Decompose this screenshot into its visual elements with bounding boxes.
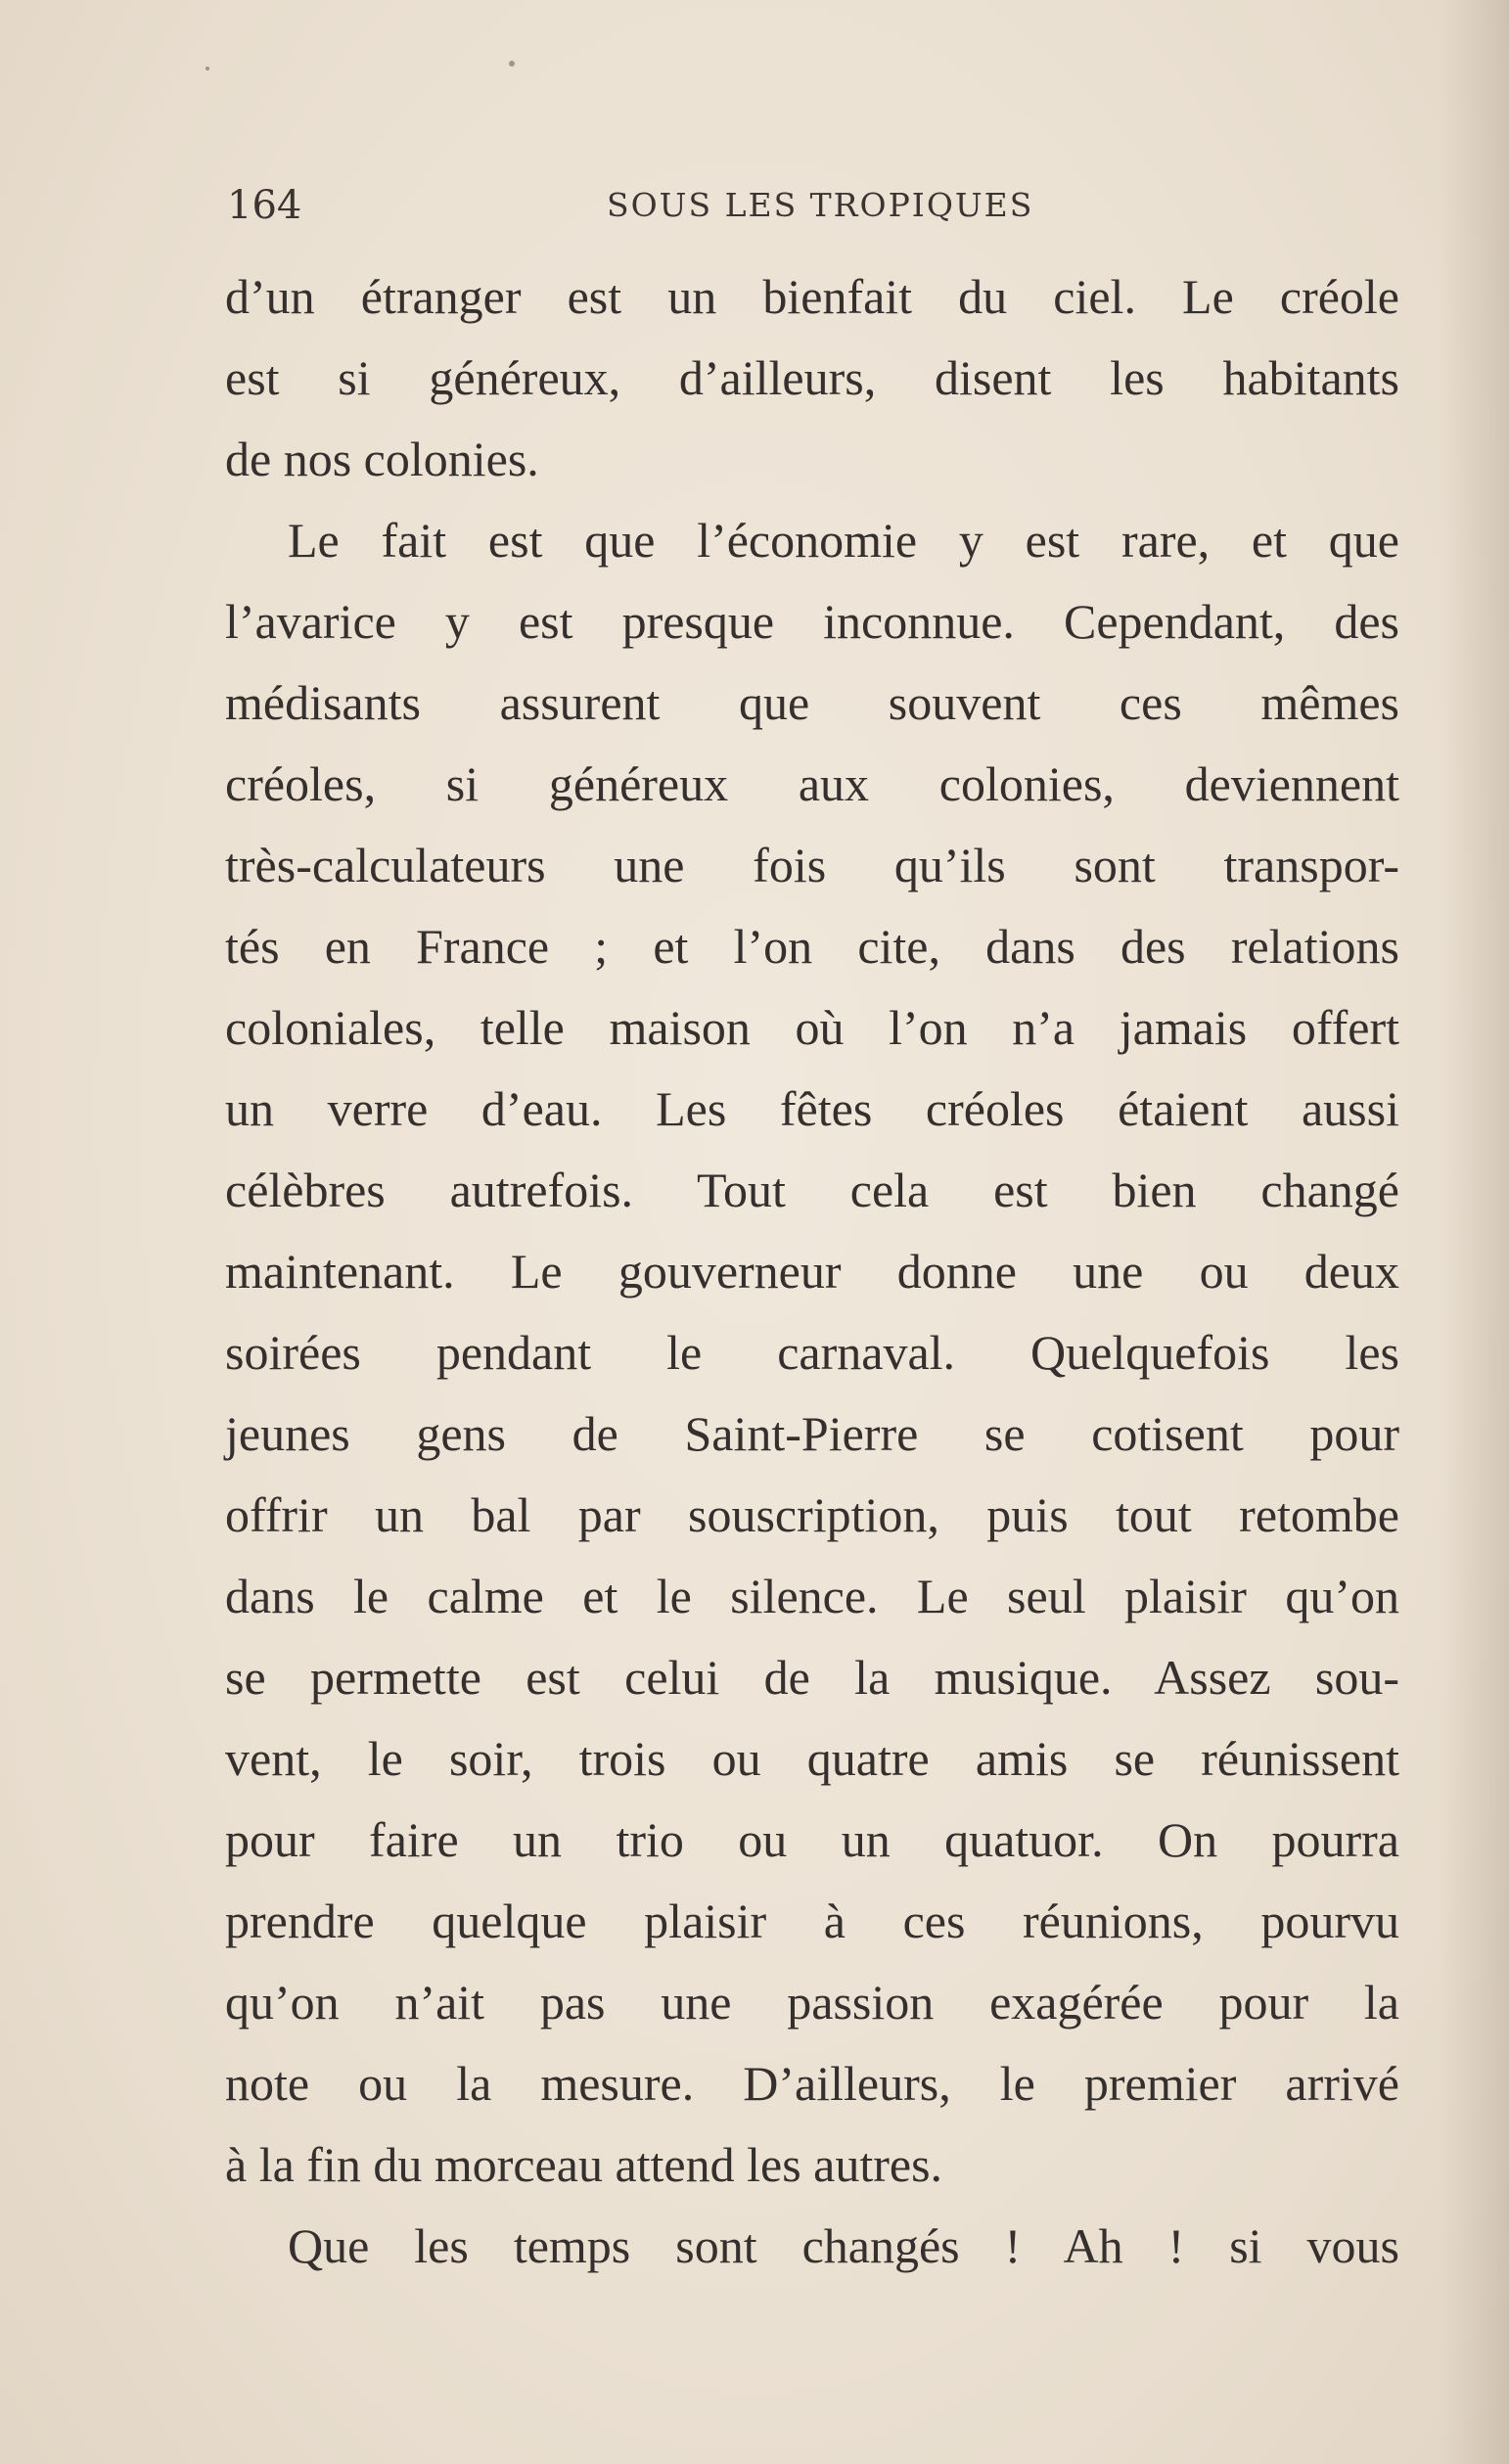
- running-header: [227, 176, 1401, 235]
- text-line: tés en France ; et l’on cite, dans des relations: [225, 919, 1399, 974]
- text-line: de nos colonies.: [225, 432, 539, 486]
- text-line: créoles, si généreux aux colonies, deviennent: [225, 756, 1399, 811]
- text-line: maintenant. Le gouverneur donne une ou deux: [225, 1244, 1399, 1299]
- text-line: jeunes gens de Saint-Pierre se cotisent pour: [225, 1406, 1399, 1461]
- running-title: SOUS LES TROPIQUES: [607, 186, 1034, 224]
- page-number: 164: [227, 183, 302, 228]
- text-line: célèbres autrefois. Tout cela est bien changé: [225, 1163, 1399, 1217]
- ink-speck: [206, 67, 209, 70]
- text-line: offrir un bal par souscription, puis tout retombe: [225, 1487, 1399, 1542]
- body-text: [225, 256, 1399, 2287]
- text-line: l’avarice y est presque inconnue. Cependant, des: [225, 594, 1399, 649]
- text-line: qu’on n’ait pas une passion exagérée pour la: [225, 1975, 1399, 2030]
- text-line: se permette est celui de la musique. Assez sou-: [225, 1650, 1399, 1705]
- ink-speck: [509, 61, 515, 67]
- text-line: dans le calme et le silence. Le seul plaisir qu’on: [225, 1569, 1399, 1623]
- text-line: soirées pendant le carnaval. Quelquefois les: [225, 1325, 1399, 1380]
- text-line: très-calculateurs une fois qu’ils sont transpor-: [225, 838, 1399, 892]
- text-line: prendre quelque plaisir à ces réunions, pourvu: [225, 1894, 1399, 1948]
- text-line: note ou la mesure. D’ailleurs, le premier arrivé: [225, 2056, 1399, 2111]
- text-line: est si généreux, d’ailleurs, disent les habitants: [225, 350, 1399, 405]
- page-edge-shadow: [1440, 0, 1509, 2464]
- text-line: à la fin du morceau attend les autres.: [225, 2137, 943, 2192]
- text-line: Que les temps sont changés ! Ah ! si vous: [288, 2218, 1399, 2273]
- text-line: d’un étranger est un bienfait du ciel. Le créole: [225, 269, 1399, 324]
- text-line: Le fait est que l’économie y est rare, et que: [288, 513, 1399, 568]
- text-line: un verre d’eau. Les fêtes créoles étaient aussi: [225, 1081, 1399, 1136]
- text-line: médisants assurent que souvent ces mêmes: [225, 675, 1399, 730]
- text-line: pour faire un trio ou un quatuor. On pourra: [225, 1812, 1399, 1867]
- text-line: coloniales, telle maison où l’on n’a jamais offert: [225, 1000, 1399, 1055]
- text-line: vent, le soir, trois ou quatre amis se réunissent: [225, 1731, 1399, 1786]
